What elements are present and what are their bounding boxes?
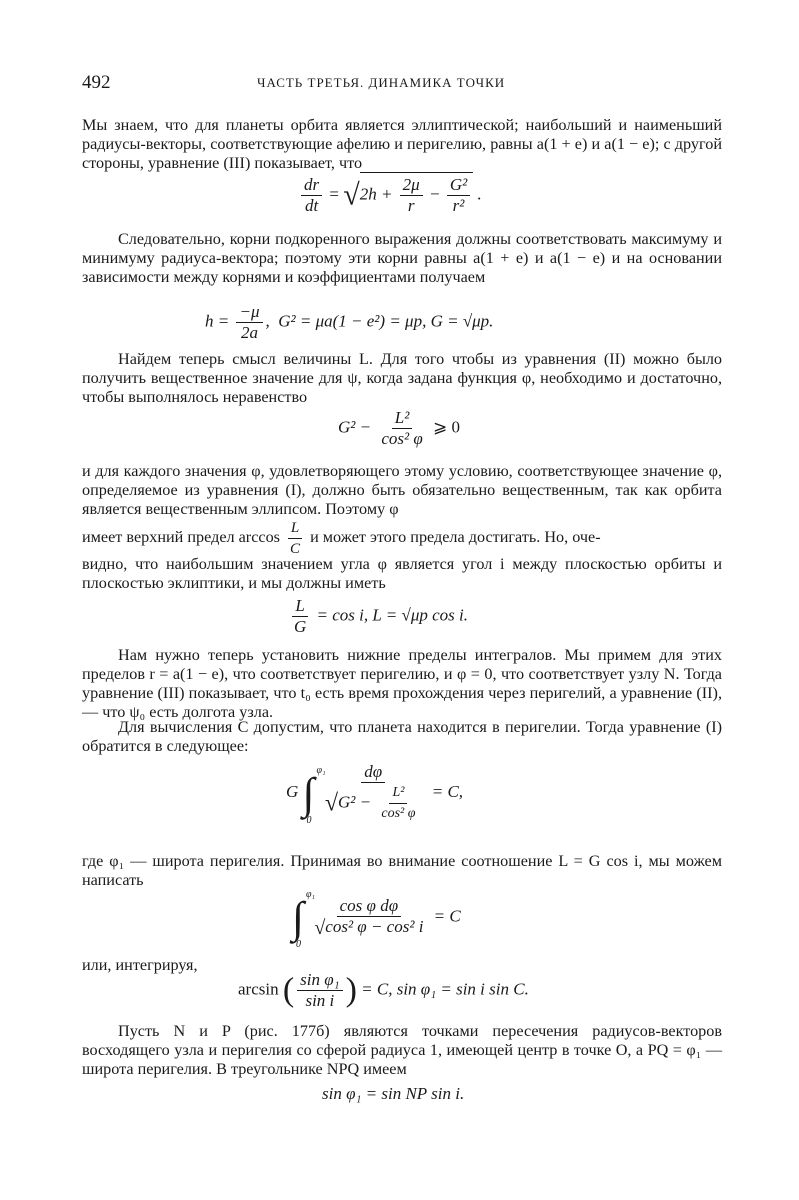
formula-triangle: sin φ₁ = sin NP sin i. — [322, 1084, 465, 1103]
running-title: ЧАСТЬ ТРЕТЬЯ. ДИНАМИКА ТОЧКИ — [257, 75, 506, 90]
paragraph-4: и для каждого значения φ, удовлетворяющего этому условию, соответствующее значение φ, определяемое из уравнения (I), должно быть обязательно вещественным, так как орбита является вещественным эллипсом. Поэтому φ — [82, 462, 722, 518]
paragraph-1: Мы знаем, что для планеты орбита является эллиптической; наибольший и наименьший радиусы-векторы, соответствующие афелию и перигелию, равны a(1 + e) и a(1 − e); с другой стороны, уравнение (III) показывает, что — [82, 116, 722, 172]
paragraph-4-continued: имеет верхний предел arccos $\frac{L}{C}$ и может этого предела достигать. Но, оче- — [82, 520, 601, 557]
paragraph-7: где φ₁ — широта перигелия. Принимая во внимание соотношение L = G cos i, мы можем написать — [82, 852, 722, 889]
paragraph-5: Нам нужно теперь установить нижние пределы интегралов. Мы примем для этих пределов r = a(1 − e), что соответствует перигелию, и φ = 0, что соответствует узлу N. Тогда уравнение (III) показывает, что t₀ есть время прохождения через перигелий, а уравнение (II), — что ψ₀ есть долгота узла. — [82, 646, 722, 721]
formula-inequality: G² − $\frac{\text{L²}}{\text{cos² φ}}$ ⩾ 0 — [338, 408, 461, 448]
paragraph-2: Следовательно, корни подкоренного выражения должны соответствовать максимуму и минимуму радиуса-вектора; поэтому эти корни равны a(1 + e) и a(1 − e) и на основании зависимости между корнями и коэффициентами получаем — [82, 230, 722, 286]
paragraph-9: Пусть N и P (рис. 177б) являются точками пересечения радиусов-векторов восходящего узла и перигелия со сферой радиуса 1, имеющей центр в точке O, а PQ = φ₁ — широта перигелия. В треугольнике NPQ имеем — [82, 1022, 722, 1078]
formula-integral-1: G ∫ φ₁ 0 dφ √G² − $\frac{\text{L²}}{\text{cos² φ}}$ = C, — [286, 762, 464, 826]
formula-integral-2: ∫ φ₁ 0 $\frac{\text{cos φ dφ}}{\text{√cos² φ − cos² i}}$ = C — [292, 889, 461, 950]
paragraph-3: Найдем теперь смысл величины L. Для того чтобы из уравнения (II) можно было получить вещественное значение для ψ, когда задана функция φ, необходимо и достаточно, чтобы выполнялось неравенство — [82, 350, 722, 406]
formula-cos-i: $\frac{L}{G}$ = cos i, L = √μp cos i. — [294, 596, 469, 636]
formula-h-g: h = $\frac{-\mu}{2a}$ , G² = μa(1 − e²) = μp, G = √μp. — [205, 302, 494, 342]
formula-arcsin: arcsin ( $\frac{\text{sin φ₁}}{\text{sin i}}$ ) = C, sin φ₁ = sin i sin C. — [238, 970, 529, 1010]
formula-dr-dt: $\frac{dr}{dt}$ = √2h + $\frac{2\mu}{r}$ − $\frac{\text{G²}}{\text{r²}}$ . — [298, 172, 482, 216]
paragraph-8: или, интегрируя, — [82, 956, 198, 974]
page-number: 492 — [82, 72, 111, 93]
page-header — [82, 72, 722, 96]
paragraph-6: Для вычисления C допустим, что планета находится в перигелии. Тогда уравнение (I) обратится в следующее: — [82, 718, 722, 755]
paragraph-4-end: видно, что наибольшим значением угла φ является угол i между плоскостью орбиты и плоскостью эклиптики, и мы должны иметь — [82, 555, 722, 592]
